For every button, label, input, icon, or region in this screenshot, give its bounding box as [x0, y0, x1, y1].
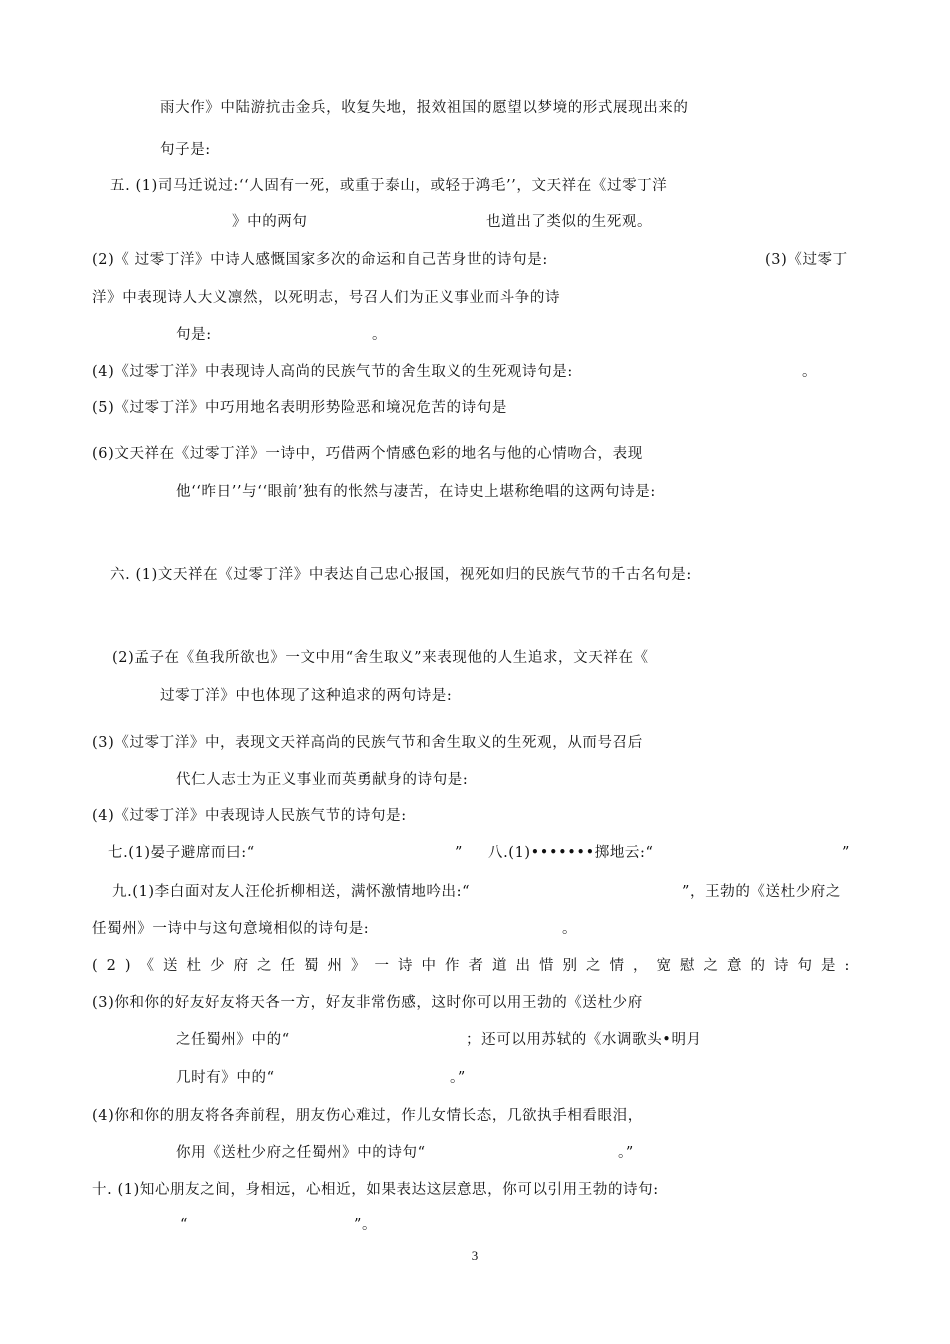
text-line: 。 — [562, 921, 578, 937]
text-line: ”，王勃的《送杜少府之 — [682, 884, 842, 900]
question-6-1: 六. (1)文天祥在《过零丁洋》中表达自己忠心报国，视死如归的民族气节的千古名句是: — [110, 567, 692, 583]
text-line: 雨大作》中陆游抗击金兵，收复失地，报效祖国的愿望以梦境的形式展现出来的 — [160, 100, 689, 116]
text-line: 也道出了类似的生死观。 — [486, 214, 653, 230]
question-6-3: (3)《过零丁洋》中，表现文天祥高尚的民族气节和舍生取义的生死观，从而号召后 — [92, 735, 643, 751]
text-line: 》中的两句 — [232, 214, 308, 230]
text-line: 句子是: — [160, 142, 211, 158]
text-line: ” — [455, 845, 464, 861]
question-5-6: (6)文天祥在《过零丁洋》一诗中，巧借两个情感色彩的地名与他的心情吻合，表现 — [92, 446, 643, 462]
text-line: 之任蜀州》中的“ — [176, 1032, 290, 1048]
question-5-4: (4)《过零丁洋》中表现诗人高尚的民族气节的舍生取义的生死观诗句是: — [92, 364, 573, 380]
text-line: 他‘‘昨日’’与‘‘眼前’独有的怅然与凄苦，在诗史上堪称绝唱的这两句诗是: — [176, 484, 656, 500]
question-5-1: 五. (1)司马迁说过:‘‘人固有一死，或重于泰山，或轻于鸿毛’’，文天祥在《过零丁洋 — [110, 178, 668, 194]
question-9-3: (3)你和你的好友好友将天各一方，好友非常伤感，这时你可以用王勃的《送杜少府 — [92, 995, 643, 1011]
text-line: 。” — [450, 1070, 466, 1086]
page-number: 3 — [471, 1248, 479, 1263]
text-line: 几时有》中的“ — [176, 1070, 275, 1086]
text-line: 句是: — [176, 327, 212, 343]
text-line: ” — [842, 845, 851, 861]
text-line: 代仁人志士为正义事业而英勇献身的诗句是: — [176, 772, 469, 788]
text-line: 任蜀州》一诗中与这句意境相似的诗句是: — [92, 921, 370, 937]
question-5-3: (3)《过零丁 — [765, 252, 848, 268]
question-9-2: (2)《送杜少府之任蜀州》一诗中作者道出惜别之情，宽慰之意的诗句是: — [92, 958, 859, 974]
question-9-4: (4)你和你的朋友将各奔前程，朋友伤心难过，作儿女情长态，几欲执手相看眼泪， — [92, 1108, 643, 1124]
text-line: 。 — [802, 364, 818, 380]
text-line: 。 — [372, 327, 388, 343]
text-line: “ — [180, 1217, 189, 1233]
question-5-5: (5)《过零丁洋》中巧用地名表明形势险恶和境况危苦的诗句是 — [92, 400, 507, 416]
question-8-1: 八.(1)•••••••掷地云:“ — [488, 845, 654, 861]
question-7-1: 七.(1)晏子避席而曰:“ — [108, 845, 255, 861]
question-6-2: (2)孟子在《鱼我所欲也》一文中用“舍生取义”来表现他的人生追求，文天祥在《 — [112, 650, 649, 666]
text-line: 。” — [618, 1145, 634, 1161]
question-10-1: 十. (1)知心朋友之间，身相远，心相近，如果表达这层意思，你可以引用王勃的诗句: — [92, 1182, 659, 1198]
text-line: ；还可以用苏轼的《水调歌头•明月 — [466, 1032, 702, 1048]
text-line: 过零丁洋》中也体现了这种追求的两句诗是: — [160, 688, 453, 704]
question-6-4: (4)《过零丁洋》中表现诗人民族气节的诗句是: — [92, 808, 407, 824]
text-line: 你用《送杜少府之任蜀州》中的诗句“ — [176, 1145, 426, 1161]
question-5-2: (2)《 过零丁洋》中诗人感慨国家多次的命运和自己苦身世的诗句是: — [92, 252, 548, 268]
text-line: 洋》中表现诗人大义凛然，以死明志，号召人们为正义事业而斗争的诗 — [92, 290, 561, 306]
text-line: ”。 — [354, 1217, 378, 1233]
question-9-1: 九.(1)李白面对友人汪伦折柳相送，满怀激情地吟出:“ — [112, 884, 471, 900]
